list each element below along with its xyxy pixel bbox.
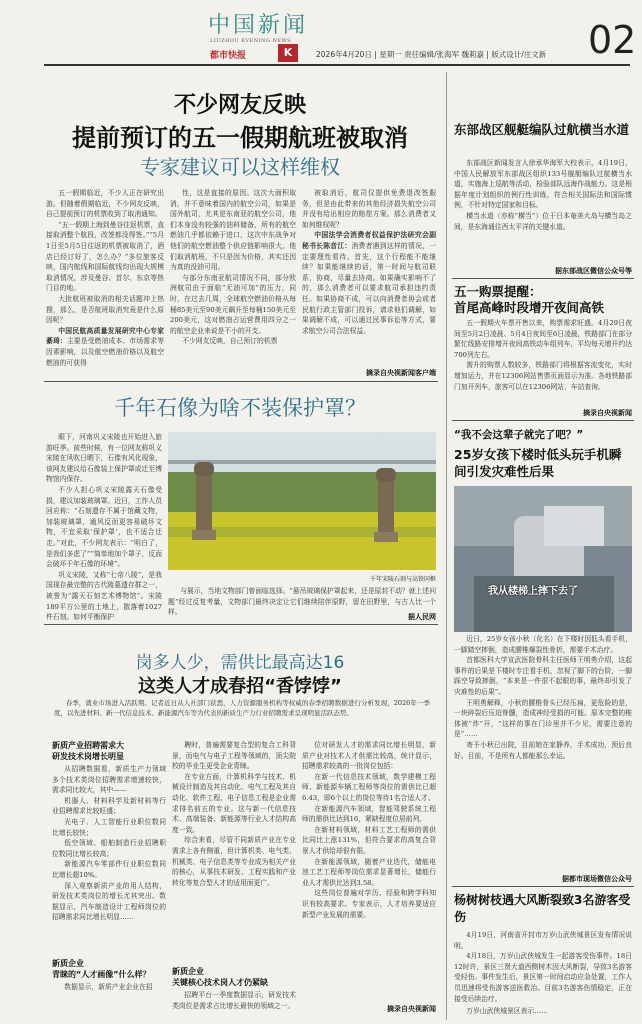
paragraph: 深入观察新质产业的用人结构，研发技术类岗位的增长尤其突出。数据显示，汽车制造设计工程师岗位的招聘需求同比增长明显…… — [52, 881, 166, 922]
phone-fall-photo — [454, 486, 632, 632]
paragraph: 光电子、人工智能行业职位数同比增长较快； — [52, 817, 166, 837]
paragraph: 五一假期临近，不少人正在研究出游。但随着假期临近，不少网友反映，自己提前预订的机票收到了取消通知。 — [46, 189, 164, 219]
talent-column-3 — [302, 740, 436, 998]
page-number: 02 — [588, 18, 637, 62]
paragraph: 4月19日，河南省开封市万岁山武侠城景区发布情况说明。 — [454, 931, 632, 950]
divider — [44, 624, 438, 625]
talent-column-1 — [52, 764, 166, 950]
paragraph: 万岁山武侠城景区表示…… — [466, 1007, 548, 1015]
paragraph: 4月18日，万岁山武侠城发生一起游客受伤事件。18日12时许，景区三贤大道西侧树木因大风断裂，导致3名游客受轻伤。事件发生后，景区第一时间启动应急处置，工作人员迅速将受伤游客送医救治。目前3名游客伤情稳定，正在接受后续治疗。 — [454, 952, 632, 1003]
lead-kicker: 不少网友反映 — [173, 93, 306, 118]
stone-credit: 据人民网 — [408, 613, 436, 621]
photo-overlay-text: 我从楼梯上摔下去了 — [488, 586, 578, 597]
lead-subhead: 专家建议可以这样维权 — [140, 155, 340, 179]
paragraph: 综合来看，尽管不同新质产业在专业需求上各有侧重，但计算机类、电气类、机械类、电子信息类等专业成为相关产业的核心，从事技术研发、工程实践和产业转化等复合型人才的适用面更广。 — [172, 836, 296, 887]
paragraph: “五一假期上海到曼谷往返机票，直接取消整个航段，改签都没得签。”“5月1日至5月5日往返的机票被取消了，酒店已经订好了，怎么办？”多位旅客反映，国内航线和国际航线均出现大规模取消情况，涉及曼谷、首尔、东京等热门目的地。 — [46, 220, 164, 293]
paragraph: 这些岗位普遍对学历、经验和跨学科知识有较高要求。专家表示，人才培养要适应新型产业发展的需要。 — [302, 889, 436, 919]
paragraph: 数据显示，新质产业企业在招 — [64, 983, 153, 991]
paragraph: 大批航班被取消的相关话题冲上热搜，那么，是否航班取消究竟是什么原因呢？ — [46, 294, 164, 325]
side3-headline: 25岁女孩下楼时低头玩手机瞬间引发灾难性后果 — [454, 447, 622, 479]
paragraph: 在新能源领域，随着产业迭代，储能电池工艺工程师等岗位需求显著增长，储能行业人才需供比达到3.58。 — [302, 857, 436, 887]
column-divider — [446, 72, 447, 1020]
paragraph: 眼下，河南巩义宋陵也开始进入旅游旺季。前些时候，有一位网友称巩义宋陵在风吹日晒下，石像有风化现象，该网友建议给石像装上保护罩或迁至博物馆内保存。 — [46, 433, 162, 484]
divider — [452, 420, 634, 421]
paragraph: 从招聘数据看，新质生产力领域多个技术类岗位招聘需求增速较快，需求同比较大，其中—— — [52, 765, 166, 795]
stone-statues-photo — [168, 432, 436, 570]
paragraph: 与部分东南亚航司情况不同，部分欧洲航司由于面临“无油可加”的压力，同时，在过去几周，全球航空燃油价格从每桶85美元至90美元飙升至每桶150美元至200美元，这对燃油占运营费用四分之一的航空企业来说是不小的开支。 — [170, 273, 296, 335]
divider — [452, 886, 634, 887]
paragraph: 横当水道（亦称“横当”）位于日本奄美大岛与横当岛之间，是东海通往西太平洋的关键水道。 — [454, 211, 632, 231]
talent-subhead-2b: 青睐的“人才画像”什么样？ — [52, 970, 151, 979]
divider — [452, 278, 634, 279]
paragraph: 招聘平台一季度数据显示，研发技术类岗位是需求占比增长最快的领域之一。 — [172, 991, 296, 1010]
phone-fall-image — [454, 486, 632, 632]
side1-headline: 东部战区舰艇编队过航横当水道 — [454, 122, 630, 137]
talent-kicker: 岗多人少，需供比最高达16 — [135, 653, 345, 673]
paragraph: 不少网友反映，自己预订的机票 — [182, 337, 278, 346]
side1-body — [454, 158, 632, 266]
side3-kicker: “我不会这辈子就完了吧？” — [454, 429, 584, 441]
dateline: 2026年4月20日 | 星期一 责任编辑/张海军 魏莉嘉 | 版式设计/庄文新 — [316, 50, 547, 59]
divider — [44, 381, 438, 382]
side2-credit: 摘录自央视新闻 — [583, 409, 632, 417]
paragraph: 与展示，当地文物部门曾面临选择。“悬吊玻璃保护罩起来，还是原封不动？就上述问题”经过反复考量，文物部门最终决定让它们继续陪伴原野，留在田野里，与古人比一个样。 — [168, 587, 436, 617]
paragraph: 被取消后，航司仅提供免费退改签服务，但是由此带来的其他经济损失航空公司并没有给出相应的赔偿方案。那么消费者又如何维权呢？ — [302, 189, 436, 229]
side4-body — [454, 930, 632, 1006]
paragraph: 在专业方面，计算机科学与技术、机械设计制造及其自动化、电气工程及其自动化、软件工程、电子信息工程是企业需求排名前五的专业。这与新一代信息技术、高端装备、新能源等行业人才结构高度一致。 — [172, 772, 296, 834]
paragraph: 五一假期火车票开售以来，购票需求旺盛。4月29日夜间至5月2日凌晨、5月4日夜间至6日凌晨，铁路部门在部分繁忙线路安排增开夜间高铁动车组列车，平均每天增开约达700列左右。 — [454, 319, 632, 359]
paragraph: 在新材料领域，材料工艺工程师的需供比同比上涨131%，但符合要求的高复合背景人才供给却很有限。 — [302, 825, 436, 855]
lead-headline: 提前预订的五一假期航班被取消 — [72, 124, 408, 152]
masthead-rule — [44, 64, 630, 66]
paragraph: 寄予小秋已出院，目前她在家静养，手术成功，预后良好。目前，不是所有人都能那么幸运。 — [454, 740, 632, 760]
talent-credit: 摘录自央视新闻 — [387, 1005, 436, 1013]
paragraph: 聘时，普遍需要复合型的复合工科背景，而电气与电子工程等领域的，顶尖院校的毕业生更受企业青睐。 — [172, 741, 296, 771]
paragraph: 低空领域、船舶制造行业招聘职位数同比增长较高； — [52, 839, 166, 858]
section-title: 中国新闻 — [208, 13, 309, 38]
paragraph: 不少人担心巩义宋陵露天石像受损，建议加装玻璃罩。近日，工作人员回应称：“石刻遗存不属于馆藏文物，加装玻璃罩，通风反而更容易破坏文物，不宜采取‘保护罩’，也不适合迁走。”对此，不少网友表示：“明白了，是我们多虑了”“简单地加个罩子，反而会破坏千年石像的环境”。 — [46, 485, 162, 569]
paragraph: 在新能源汽车领域，智能驾驶系统工程师的需供比达到16，紧缺程度位居前列。 — [302, 804, 436, 824]
talent-subhead-3: 新质企业 — [172, 967, 204, 976]
paragraph: 近日，25岁女孩小秋（化名）在下楼时因低头看手机，一脚踏空摔倒，造成腰椎爆裂性骨折，需要手术治疗。 — [454, 635, 632, 654]
side1-credit: 据东部战区微信公众号等 — [555, 267, 632, 275]
paragraph: 消费者遇到这样的情况，一定要理性看待。首先，这个行程能不能继续？如果能继续的话，第一时间与航司联系，协商，尽量去协商。如果确实影响不了的，那么消费者可以要求航司承担违约责任。如果协商不成，可以向消费者协会或者民航行政主管部门投诉，请求他们调解，如果调解不成，可以通过民事诉讼等方式，要求航空公司合法权益。 — [302, 241, 436, 335]
paragraph: 新能源汽车零部件行业职位数同比增长超10%。 — [52, 860, 166, 879]
talent-lede — [54, 698, 430, 732]
stone-column-1 — [46, 432, 162, 624]
side2-kicker: 五一购票提醒： — [454, 284, 542, 299]
paragraph: 王明勇解释，小秋的腰椎骨头已经压扁，更危险的是，一块碎裂后压迫脊髓，造成神经受损的可能。原本完整的椎体被“炸”开，“这样的事在门诊里并不少见，需要注意的是”…… — [454, 698, 632, 739]
paragraph: 需升的购票人数较多，铁路部门将根据客流变化，实时增加运力，并在12306网站售票页面显示为准。各地铁路部门加开列车，旅客可以在12306网站、车站查询。 — [454, 361, 632, 391]
lead-column-3 — [302, 188, 436, 368]
talent-column-1-tail — [52, 982, 166, 1002]
talent-subhead-3b: 关键核心技术岗人才仍紧缺 — [172, 978, 268, 987]
paragraph: 性，这是直接的原因。这次大面积取消，并不意味着国内的航空公司，如果是国外航司，尤其是东南亚的航空公司，他们本身没有较强的油料储备，所有的航空燃油几乎都依赖于进口，这次中东战争对他们的航空燃油整个供应链影响很大。他们取消航班，不只是因为价格，其实还因为真的没油可用。 — [170, 189, 296, 272]
paragraph: 东部战区新闻发言人徐承华海军大校表示，4月19日，中国人民解放军东部战区组织133号舰艇编队过航横当水道，实施海上巡航等活动，检验部队远海作战能力。这是根据年度计划组织的例行性训练，符合相关国际法和国际惯例，不针对特定国家和目标。 — [454, 159, 632, 210]
lead-column-1 — [46, 188, 164, 378]
lead-column-2 — [170, 188, 296, 378]
paragraph: 位对研发人才的需求同比增长明显，新质产业对技术人才供需比较高，统计显示，招聘需求较高的一批岗位包括： — [302, 741, 436, 771]
masthead-subtitle: LIUZHOU EVENING NEWS — [210, 38, 292, 44]
paragraph: 在新一代信息技术领域，数学建模工程师、新能源车辆工程师等岗位的需供比已超6.43，即6个以上的岗位等待1名合适人才。 — [302, 772, 436, 802]
side3-credit: 据都市现场微信公众号 — [562, 875, 632, 883]
side2-body — [454, 318, 632, 408]
talent-subhead-2: 新质企业 — [52, 959, 84, 968]
talent-column-2-tail — [172, 990, 296, 1012]
paper-name: 都市快报 — [210, 51, 247, 61]
side4-headline: 杨树树枝遇大风断裂致3名游客受伤 — [454, 893, 631, 924]
talent-subhead-1: 新质产业招聘需求大 — [52, 741, 124, 750]
paragraph: 巩义宋陵，又称“七帝八陵”，是我国现存最完整的古代陵墓遗存群之一，被誉为“露天石刻艺术博物馆”。宋陵189平方公里的土地上，散落着1027件石刻。如何平衡保护 — [46, 570, 162, 622]
paragraph: 机器人、材料科学及新材料等行业招聘需求比较旺盛； — [52, 796, 166, 816]
paper-logo-icon: K — [278, 44, 298, 62]
stone-statues-image — [168, 432, 436, 570]
expert-name: 中国法学会消费者权益保护法研究会副秘书长陈音江： — [302, 231, 436, 250]
stone-photo-caption: 千年宋陵石刻与高铁同框 — [369, 576, 436, 583]
paragraph: 春季，就业市场进入活跃期。记者近日从人社部门获悉，人力资源服务机构等权威的春季招聘数据进行分析发现，2026年一季度，以先进材料、新一代信息技术、新能源汽车等为代表的新质生产力行业招聘需求呈现明显活跃态势。 — [54, 699, 430, 717]
expert-name: 中国民航高质量发展研究中心专家綦琦： — [46, 326, 164, 346]
talent-column-2 — [172, 740, 296, 964]
talent-headline: 这类人才成春招“香饽饽” — [138, 676, 342, 697]
paragraph: 首都医科大学宣武医院骨科主任医师王明勇介绍，这起事件的后果是下楼时专注看手机，忽视了脚下的台阶，一脚踩空导致摔倒，“本来是一件很不起眼的事，最终却引发了灾难性的后果”。 — [454, 656, 632, 696]
talent-subhead-1b: 研发技术岗增长明显 — [52, 752, 124, 761]
stone-headline: 千年石像为啥不装保护罩？ — [114, 396, 366, 420]
paragraph: 主要是受燃油成本、市场需求等因素影响，以及航空燃油价格以及航空燃油的可获得 — [46, 337, 164, 367]
side3-body — [454, 634, 632, 870]
side4-tail — [454, 1006, 632, 1017]
side2-headline: 首尾高峰时段增开夜间高铁 — [454, 300, 605, 315]
lead-credit: 摘录自央视新闻客户端 — [366, 369, 436, 377]
